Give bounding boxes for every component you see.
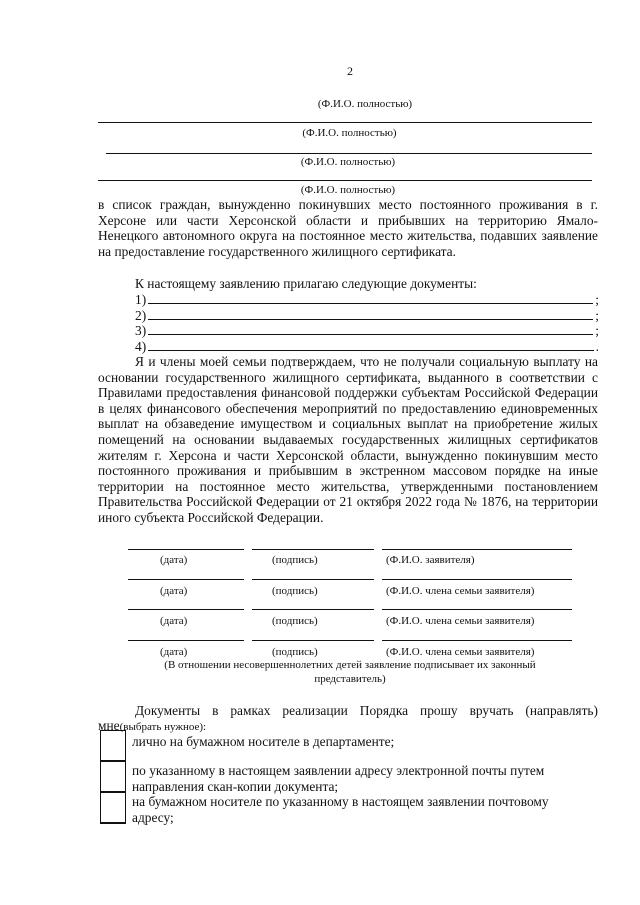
- option-label-2: по указанному в настоящем заявлении адресу электронной почты путем направления скан-копии документа;: [132, 763, 545, 794]
- sig-line: [128, 609, 244, 610]
- fio-line-2: [98, 122, 592, 123]
- fio-line-4: [98, 180, 592, 181]
- sig-line: [252, 640, 374, 641]
- intro-paragraph: в список граждан, вынужденно покинувших место постоянного проживания в г. Херсоне или части Херсонской области и прибывших на территорию Ямало-Ненецкого автономного округа на постоянное место жительства, подавших заявление на предоставление государственного жилищного сертификата.: [98, 197, 598, 259]
- sig-date-3: (дата): [160, 615, 188, 627]
- sig-line: [252, 579, 374, 580]
- sig-line: [128, 579, 244, 580]
- fio-caption-2: (Ф.И.О. полностью): [302, 127, 397, 139]
- sig-date-1: (дата): [160, 554, 188, 566]
- option-label-3: на бумажном носителе по указанному в настоящем заявлении почтовому адресу;: [132, 794, 549, 825]
- sig-line: [382, 609, 572, 610]
- sig-line: [382, 640, 572, 641]
- sig-line: [252, 549, 374, 550]
- document-lines: [135, 292, 599, 354]
- sig-line: [128, 549, 244, 550]
- document-line-3[interactable]: 3) ;: [135, 323, 599, 339]
- fio-caption-1: (Ф.И.О. полностью): [317, 98, 413, 110]
- fio-caption-4: (Ф.И.О. полностью): [300, 184, 396, 196]
- sig-sign-4: (подпись): [272, 646, 318, 658]
- option-checkbox-2[interactable]: [100, 760, 126, 792]
- attachments-heading: К настоящему заявлению прилагаю следующие документы:: [135, 276, 477, 291]
- sig-fio-4: (Ф.И.О. члена семьи заявителя): [386, 646, 535, 658]
- sig-sign-3: (подпись): [272, 615, 318, 627]
- option-checkbox-1[interactable]: [100, 730, 126, 762]
- document-line-1[interactable]: 1) ;: [135, 292, 599, 307]
- document-line-2[interactable]: 2) ;: [135, 307, 599, 323]
- sig-line: [382, 549, 572, 550]
- minors-note: (В отношении несовершеннолетних детей заявление подписывает их законный представитель): [164, 659, 536, 685]
- sig-sign-2: (подпись): [272, 585, 318, 597]
- sig-sign-1: (подпись): [272, 554, 318, 566]
- delivery-mne: мне: [98, 718, 120, 733]
- sig-date-4: (дата): [160, 646, 188, 658]
- sig-line: [382, 579, 572, 580]
- delivery-hint: (выбрать нужное):: [119, 721, 207, 733]
- sig-fio-2: (Ф.И.О. члена семьи заявителя): [386, 585, 535, 597]
- sig-fio-1: (Ф.И.О. заявителя): [386, 554, 475, 566]
- document-line-4[interactable]: 4) .: [135, 338, 599, 354]
- fio-line-3: [106, 153, 592, 154]
- option-label-1: лично на бумажном носителе в департаменте;: [132, 734, 395, 749]
- fio-caption-3: (Ф.И.О. полностью): [300, 156, 396, 168]
- delivery-paragraph: Документы в рамках реализации Порядка прошу вручать (направлять): [135, 703, 598, 718]
- sig-fio-3: (Ф.И.О. члена семьи заявителя): [386, 615, 535, 627]
- option-checkbox-3-lower[interactable]: [100, 792, 126, 824]
- confirmation-paragraph: Я и члены моей семьи подтверждаем, что не получали социальную выплату на основании государственного жилищного сертификата, выданного в соответствии с Правилами предоставления финансовой поддержки субъектам Российской Федерации в целях финансового обеспечения мероприятий по предоставлению единовременных выплат на обзаведение имуществом и социальных выплат на приобретение жилых помещений на основании выдаваемых государственных жилищных сертификатов жителям г. Херсона и части Херсонской области, вынужденно покинувшим место постоянного проживания и прибывшим в экстренном массовом порядке на иные территории на постоянное место жительства, утвержденными постановлением Правительства Российской Федерации от 21 октября 2022 года № 1876, на территории иного субъекта Российской Федерации.: [98, 354, 598, 525]
- sig-line: [128, 640, 244, 641]
- sig-line: [252, 609, 374, 610]
- page-number: 2: [347, 64, 353, 78]
- sig-date-2: (дата): [160, 585, 188, 597]
